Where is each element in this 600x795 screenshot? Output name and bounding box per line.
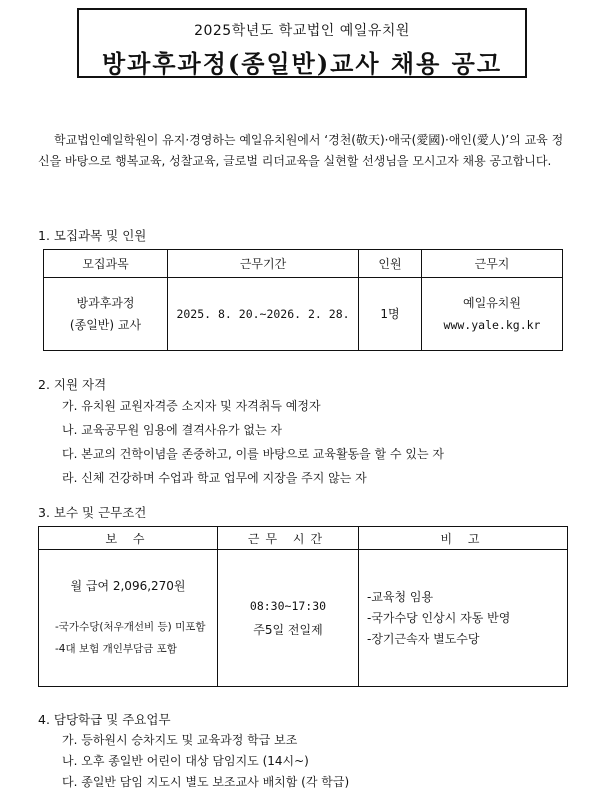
page-title: 방과후과정(종일반)교사 채용 공고 <box>102 49 502 78</box>
section2-title: 2. 지원 자격 <box>38 377 107 392</box>
title-box <box>77 8 527 78</box>
subject-line1: 방과후과정 <box>76 296 135 310</box>
header-period: 근무기간 <box>168 250 359 278</box>
remark-item: -국가수당 인상시 자동 반영 <box>367 610 511 625</box>
cell-subject <box>44 278 168 351</box>
header-count: 인원 <box>359 250 422 278</box>
intro-paragraph: 학교법인예일학원이 유지·경영하는 예일유치원에서 ‘경천(敬天)·애국(愛國)·애인(愛人)’의 교육 정신을 바탕으로 행복교육, 성찰교육, 글로벌 리더교육을 실현할 선생님을 모시고자 채용 공고합니다. <box>38 133 564 168</box>
list-item: 다. 본교의 건학이념을 존중하고, 이를 바탕으로 교육활동을 할 수 있는 자 <box>62 447 444 461</box>
header-hours: 근무 시간 <box>218 527 359 550</box>
cell-period: 2025. 8. 20.~2026. 2. 28. <box>168 278 359 351</box>
recruitment-table <box>43 249 563 351</box>
cell-remarks <box>359 550 568 687</box>
header-pay: 보 수 <box>39 527 218 550</box>
pay-note1: -국가수당(처우개선비 등) 미포함 <box>55 620 206 633</box>
list-item: 다. 종일반 담임 지도시 별도 보조교사 배치함 (각 학급) <box>62 775 350 789</box>
cell-hours <box>218 550 359 687</box>
website-link[interactable]: www.yale.kg.kr <box>443 318 541 332</box>
qualification-list <box>62 394 444 490</box>
table-header-row <box>39 527 568 550</box>
section1-title: 1. 모집과목 및 인원 <box>38 228 147 243</box>
work-days: 주5일 전일제 <box>253 623 323 637</box>
list-item: 라. 신체 건강하며 수업과 학교 업무에 지장을 주지 않는 자 <box>62 471 367 485</box>
table-header-row <box>44 250 563 278</box>
section3-title: 3. 보수 및 근무조건 <box>38 505 147 520</box>
header-subject: 모집과목 <box>44 250 168 278</box>
subject-line2: (종일반) 교사 <box>69 318 142 332</box>
cell-place <box>422 278 563 351</box>
duties-list <box>62 730 349 793</box>
table-row <box>39 550 568 687</box>
cell-pay <box>39 550 218 687</box>
list-item: 가. 등하원시 승차지도 및 교육과정 학급 보조 <box>62 733 298 747</box>
list-item: 나. 오후 종일반 어린이 대상 담임지도 (14시~) <box>62 754 309 768</box>
title-subtitle: 2025학년도 학교법인 예일유치원 <box>194 23 410 39</box>
cell-count: 1명 <box>359 278 422 351</box>
salary-text: 월 급여 2,096,270원 <box>70 578 186 593</box>
list-item: 가. 유치원 교원자격증 소지자 및 자격취득 예정자 <box>62 399 321 413</box>
pay-table <box>38 526 568 687</box>
table-row <box>44 278 563 351</box>
remark-item: -교육청 임용 <box>367 589 434 604</box>
header-remarks: 비 고 <box>359 527 568 550</box>
header-place: 근무지 <box>422 250 563 278</box>
section4-title: 4. 담당학급 및 주요업무 <box>38 712 171 727</box>
place-line1: 예일유치원 <box>463 296 521 310</box>
list-item: 나. 교육공무원 임용에 결격사유가 없는 자 <box>62 423 282 437</box>
remark-item: -장기근속자 별도수당 <box>367 631 480 646</box>
work-time: 08:30~17:30 <box>249 599 327 613</box>
pay-note2: -4대 보험 개인부담금 포함 <box>55 642 177 655</box>
